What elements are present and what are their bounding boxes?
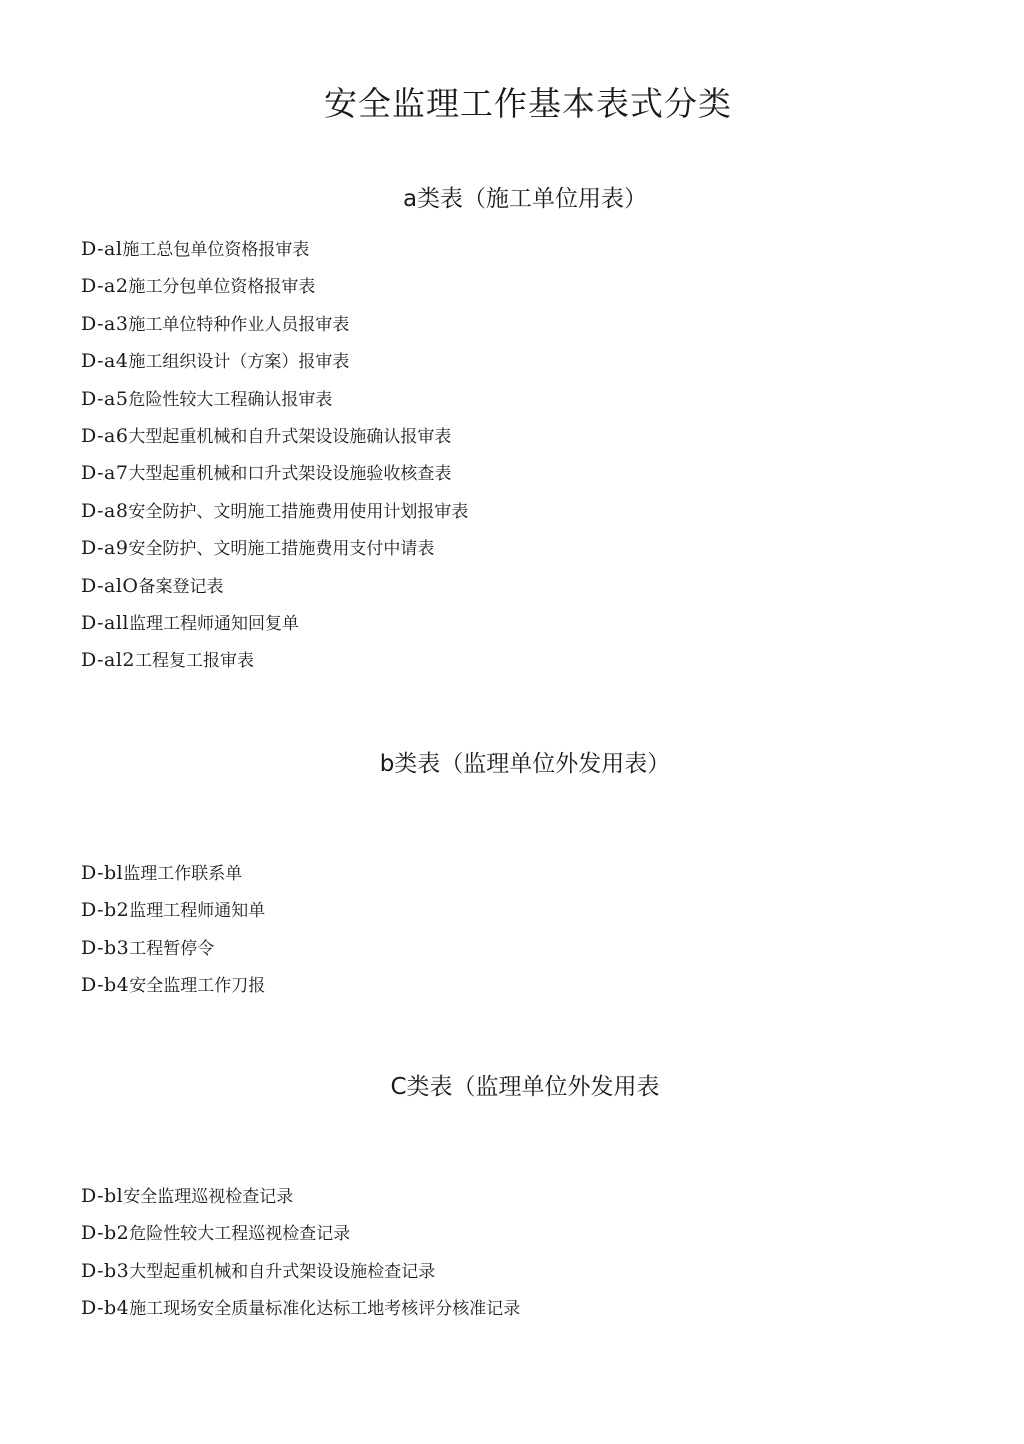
form-name: 监理工程师通知回复单 <box>129 613 299 634</box>
section-c-list <box>81 1178 520 1328</box>
list-item <box>81 418 468 455</box>
form-name: 安全监理巡视检查记录 <box>123 1187 294 1207</box>
form-code: D-a2 <box>81 275 129 298</box>
list-item <box>81 605 468 642</box>
list-item <box>81 231 468 268</box>
form-code: D-a7 <box>81 462 129 485</box>
section-heading-c: C类表（监理单位外发用表 <box>390 1074 660 1100</box>
list-item <box>81 381 468 418</box>
list-item <box>81 343 468 380</box>
section-a-list <box>81 231 468 680</box>
form-name: 危险性较大工程巡视检查记录 <box>129 1224 351 1245</box>
form-code: D-b2 <box>81 1222 130 1245</box>
form-code: D-all <box>81 611 129 634</box>
form-code: D-al2 <box>81 649 135 672</box>
form-code: D-alO <box>81 574 139 597</box>
form-code: D-al <box>81 238 123 260</box>
form-name: 大型起重机械和口升式架设设施验收核查表 <box>128 464 452 485</box>
form-code: D-b4 <box>81 1297 130 1320</box>
section-b-list <box>81 855 265 1005</box>
form-name: 监理工程师通知单 <box>129 901 266 922</box>
form-code: D-a5 <box>81 387 129 410</box>
form-name: 大型起重机械和自升式架设设施检查记录 <box>129 1261 436 1282</box>
list-item <box>81 930 265 967</box>
form-name: 施工分包单位资格报审表 <box>128 277 316 298</box>
form-name: 安全防护、文明施工措施费用支付中请表 <box>128 539 435 560</box>
form-name: 工程复工报审表 <box>135 651 254 672</box>
form-code: D-b4 <box>81 974 130 997</box>
form-name: 危险性较大工程确认报审表 <box>128 389 333 410</box>
section-heading-a: a类表（施工单位用表） <box>402 186 648 212</box>
list-item <box>81 306 468 343</box>
form-name: 施工总包单位资格报审表 <box>122 240 310 260</box>
list-item <box>81 493 468 530</box>
form-code: D-b3 <box>81 1259 130 1282</box>
form-name: 大型起重机械和自升式架设设施确认报审表 <box>128 426 452 447</box>
list-item <box>81 455 468 492</box>
form-name: 工程暂停令 <box>129 938 215 959</box>
form-code: D-a6 <box>81 424 129 447</box>
form-name: 安全监理工作刀报 <box>129 976 266 997</box>
form-name: 安全防护、文明施工措施费用使用计划报审表 <box>128 501 469 522</box>
form-code: D-a9 <box>81 537 129 560</box>
list-item <box>81 967 265 1004</box>
section-heading-b: b类表（监理单位外发用表） <box>379 751 671 777</box>
form-code: D-b2 <box>81 899 130 922</box>
list-item <box>81 530 468 567</box>
list-item <box>81 568 468 605</box>
form-name: 施工组织设计（方案）报审表 <box>128 352 350 373</box>
form-code: D-b3 <box>81 936 130 959</box>
form-name: 施工现场安全质量标准化达标工地考核评分核准记录 <box>129 1299 521 1320</box>
list-item <box>81 855 265 892</box>
form-name: 备案登记表 <box>138 576 224 597</box>
form-code: D-bl <box>81 1185 124 1207</box>
list-item <box>81 268 468 305</box>
form-code: D-a3 <box>81 312 129 335</box>
form-name: 施工单位特种作业人员报审表 <box>128 314 350 335</box>
form-code: D-bl <box>81 862 124 884</box>
list-item <box>81 1178 520 1215</box>
list-item <box>81 1253 520 1290</box>
page-title: 安全监理工作基本表式分类 <box>324 84 732 124</box>
form-name: 监理工作联系单 <box>123 864 243 884</box>
list-item <box>81 1290 520 1327</box>
list-item <box>81 642 468 679</box>
list-item <box>81 1215 520 1252</box>
form-code: D-a8 <box>81 499 129 522</box>
form-code: D-a4 <box>81 350 129 373</box>
list-item <box>81 892 265 929</box>
